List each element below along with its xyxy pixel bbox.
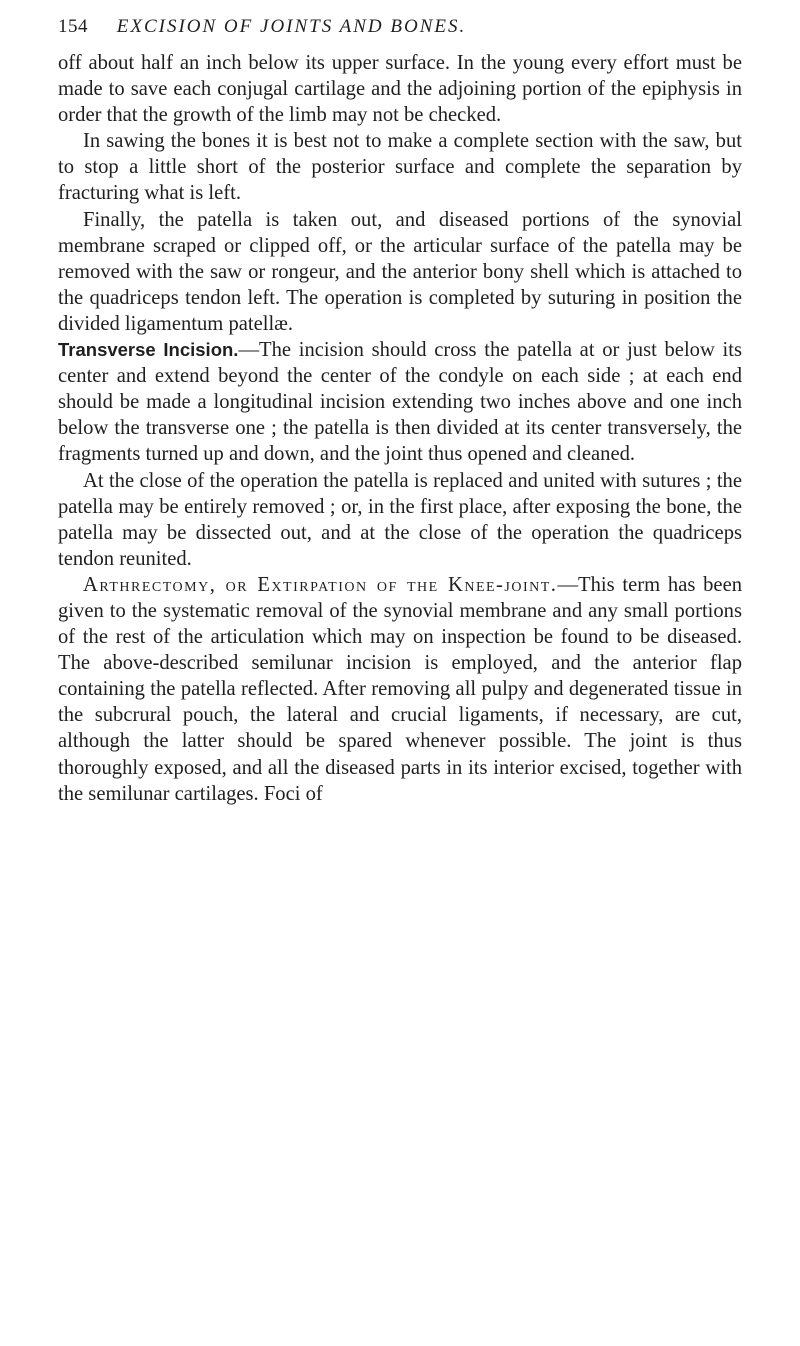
running-head-title: EXCISION OF JOINTS AND BONES. bbox=[116, 16, 467, 37]
paragraph-text: Finally, the patella is taken out, and diseased portions of the synovial membrane scraped or clipped off, or the articular surface of the patella may be removed with the saw or rongeur, and the anterior bony shell which is attached to the quadriceps tendon left. The operation is completed by suturing in position the divided ligamentum patellæ. bbox=[58, 208, 742, 335]
paragraph bbox=[58, 50, 742, 128]
paragraph-text: —The incision should cross the patella at or just below its center and extend beyond the center of the condyle on each side ; at each end should be made a longitudinal incision extending two inches above and one inch below the transverse one ; the patella is then divided at its center transversely, the fragments turned up and down, and the joint thus opened and cleaned. bbox=[58, 339, 742, 466]
paragraph bbox=[58, 468, 742, 572]
section-heading: Arthrectomy, or Extirpation of the Knee-joint. bbox=[83, 573, 558, 596]
paragraph-text: At the close of the operation the patella is replaced and united with sutures ; the patella may be entirely removed ; or, in the first place, after exposing the bone, the patella may be dissected out, and at the close of the operation the quadriceps tendon reunited. bbox=[58, 469, 742, 570]
paragraph-text: off about half an inch below its upper surface. In the young every effort must be made to save each conjugal cartilage and the adjoining portion of the epiphysis in order that the growth of the limb may not be checked. bbox=[58, 52, 742, 127]
paragraph-text: —This term has been given to the systematic removal of the synovial membrane and any small portions of the rest of the articulation which may on inspection be found to be diseased. The above-described semilunar incision is employed, and the anterior flap containing the patella reflected. After removing all pulpy and degenerated tissue in the subcrural pouch, the lateral and crucial ligaments, if necessary, are cut, although the latter should be spared whenever possible. The joint is thus thoroughly exposed, and all the diseased parts in its interior excised, together with the semilunar cartilages. Foci of bbox=[58, 573, 743, 805]
section-heading: Transverse Incision. bbox=[58, 339, 239, 361]
body-text bbox=[58, 50, 742, 807]
paragraph-text: In sawing the bones it is best not to make a complete section with the saw, but to stop a little short of the posterior surface and complete the separation by fracturing what is left. bbox=[58, 130, 742, 205]
paragraph bbox=[58, 572, 742, 807]
paragraph bbox=[58, 128, 742, 206]
paragraph bbox=[58, 207, 742, 337]
running-head bbox=[58, 12, 758, 42]
page-number: 154 bbox=[58, 16, 88, 37]
paragraph bbox=[58, 337, 742, 467]
